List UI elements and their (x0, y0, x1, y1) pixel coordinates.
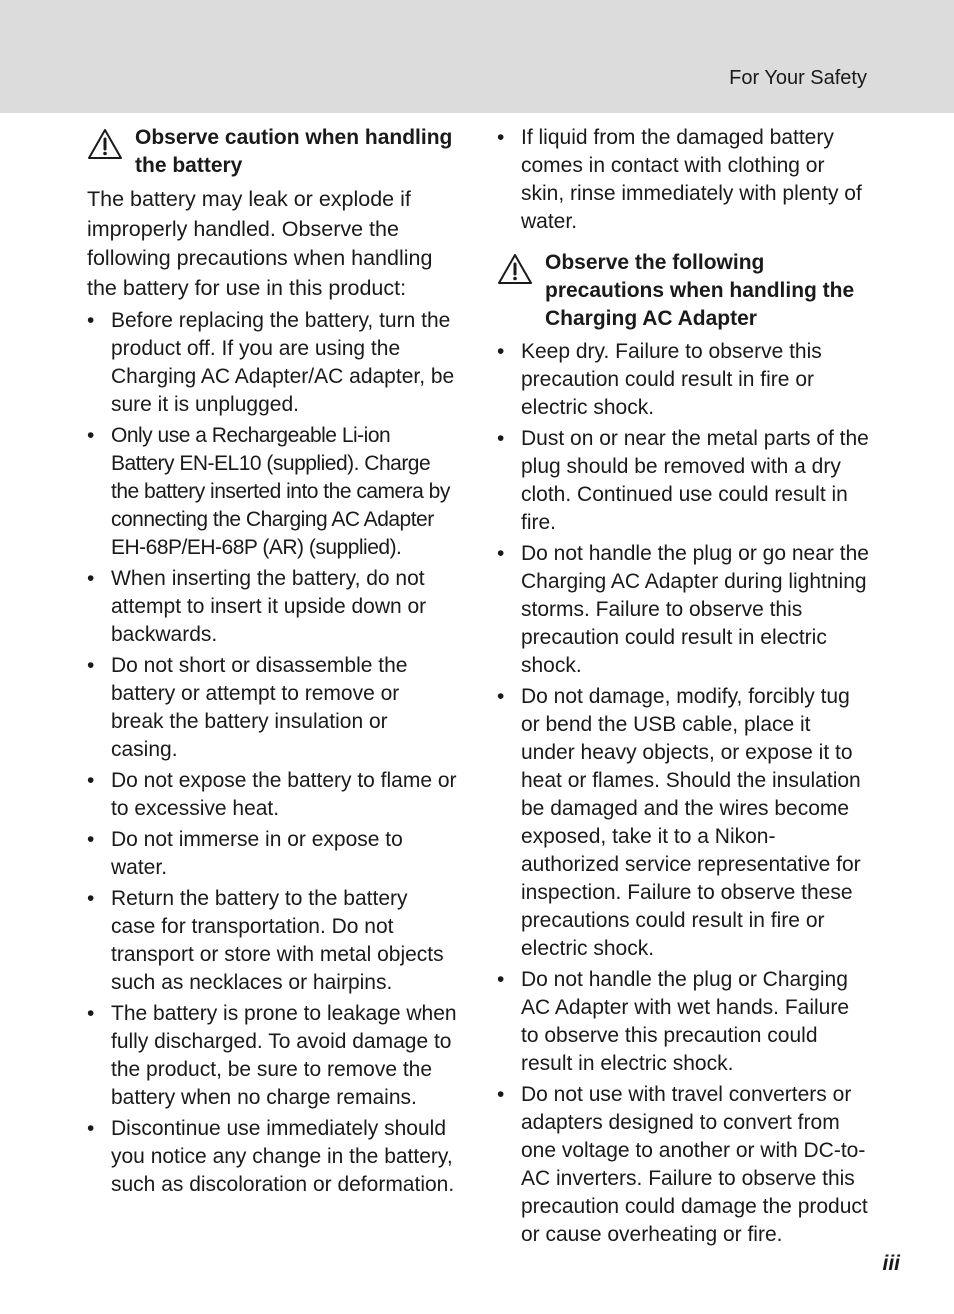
battery-precautions-continued-list (497, 124, 869, 236)
warning-triangle-icon (497, 253, 533, 285)
page-number: iii (882, 1252, 900, 1275)
heading-text: Observe caution when handling the battery (135, 126, 453, 177)
left-column (87, 124, 457, 1202)
right-column (497, 124, 869, 1252)
list-item: • Do not immerse in or expose to water. (87, 826, 457, 882)
list-item: • Do not handle the plug or Charging AC Adapter with wet hands. Failure to observe this precaution could result in electric shock. (497, 966, 869, 1078)
list-item: • Keep dry. Failure to observe this precaution could result in fire or electric shock. (497, 338, 869, 422)
list-item: • Before replacing the battery, turn the product off. If you are using the Charging AC Adapter/AC adapter, be sure it is unplugged. (87, 307, 457, 419)
section-title: For Your Safety (729, 67, 867, 89)
adapter-precautions-list (497, 338, 869, 1249)
battery-precautions-list (87, 307, 457, 1199)
list-item: • Return the battery to the battery case for transportation. Do not transport or store with metal objects such as necklaces or hairpins. (87, 885, 457, 997)
intro-paragraph: The battery may leak or explode if improperly handled. Observe the following precautions when handling the battery for use in this product: (87, 187, 433, 300)
heading-text: Observe the following precautions when handling the Charging AC Adapter (545, 251, 855, 330)
list-item: • Discontinue use immediately should you notice any change in the battery, such as discoloration or deformation. (87, 1115, 457, 1199)
list-item: • When inserting the battery, do not attempt to insert it upside down or backwards. (87, 565, 457, 649)
list-item: • Do not use with travel converters or adapters designed to convert from one voltage to another or with DC-to-AC inverters. Failure to observe this precaution could damage the product or cause overheating or fire. (497, 1081, 869, 1249)
battery-caution-heading (87, 124, 457, 180)
list-item: • The battery is prone to leakage when fully discharged. To avoid damage to the product, be sure to remove the battery when no charge remains. (87, 1000, 457, 1112)
adapter-precautions-heading (497, 249, 869, 333)
list-item: • Only use a Rechargeable Li-ion Battery EN-EL10 (supplied). Charge the battery inserted into the camera by connecting the Charging AC Adapter EH-68P/EH-68P (AR) (supplied). (87, 422, 457, 562)
list-item: • Do not expose the battery to flame or to excessive heat. (87, 767, 457, 823)
warning-triangle-icon (87, 128, 123, 160)
list-item: • Do not handle the plug or go near the Charging AC Adapter during lightning storms. Failure to observe this precaution could result in electric shock. (497, 540, 869, 680)
list-item: • Do not damage, modify, forcibly tug or bend the USB cable, place it under heavy objects, or expose it to heat or flames. Should the insulation be damaged and the wires become exposed, take it to a Nikon-authorized service representative for inspection. Failure to observe these precautions could result in fire or electric shock. (497, 683, 869, 963)
list-item: • Dust on or near the metal parts of the plug should be removed with a dry cloth. Continued use could result in fire. (497, 425, 869, 537)
list-item: • If liquid from the damaged battery comes in contact with clothing or skin, rinse immediately with plenty of water. (497, 124, 869, 236)
header-band (0, 0, 954, 113)
list-item: • Do not short or disassemble the battery or attempt to remove or break the battery insulation or casing. (87, 652, 457, 764)
